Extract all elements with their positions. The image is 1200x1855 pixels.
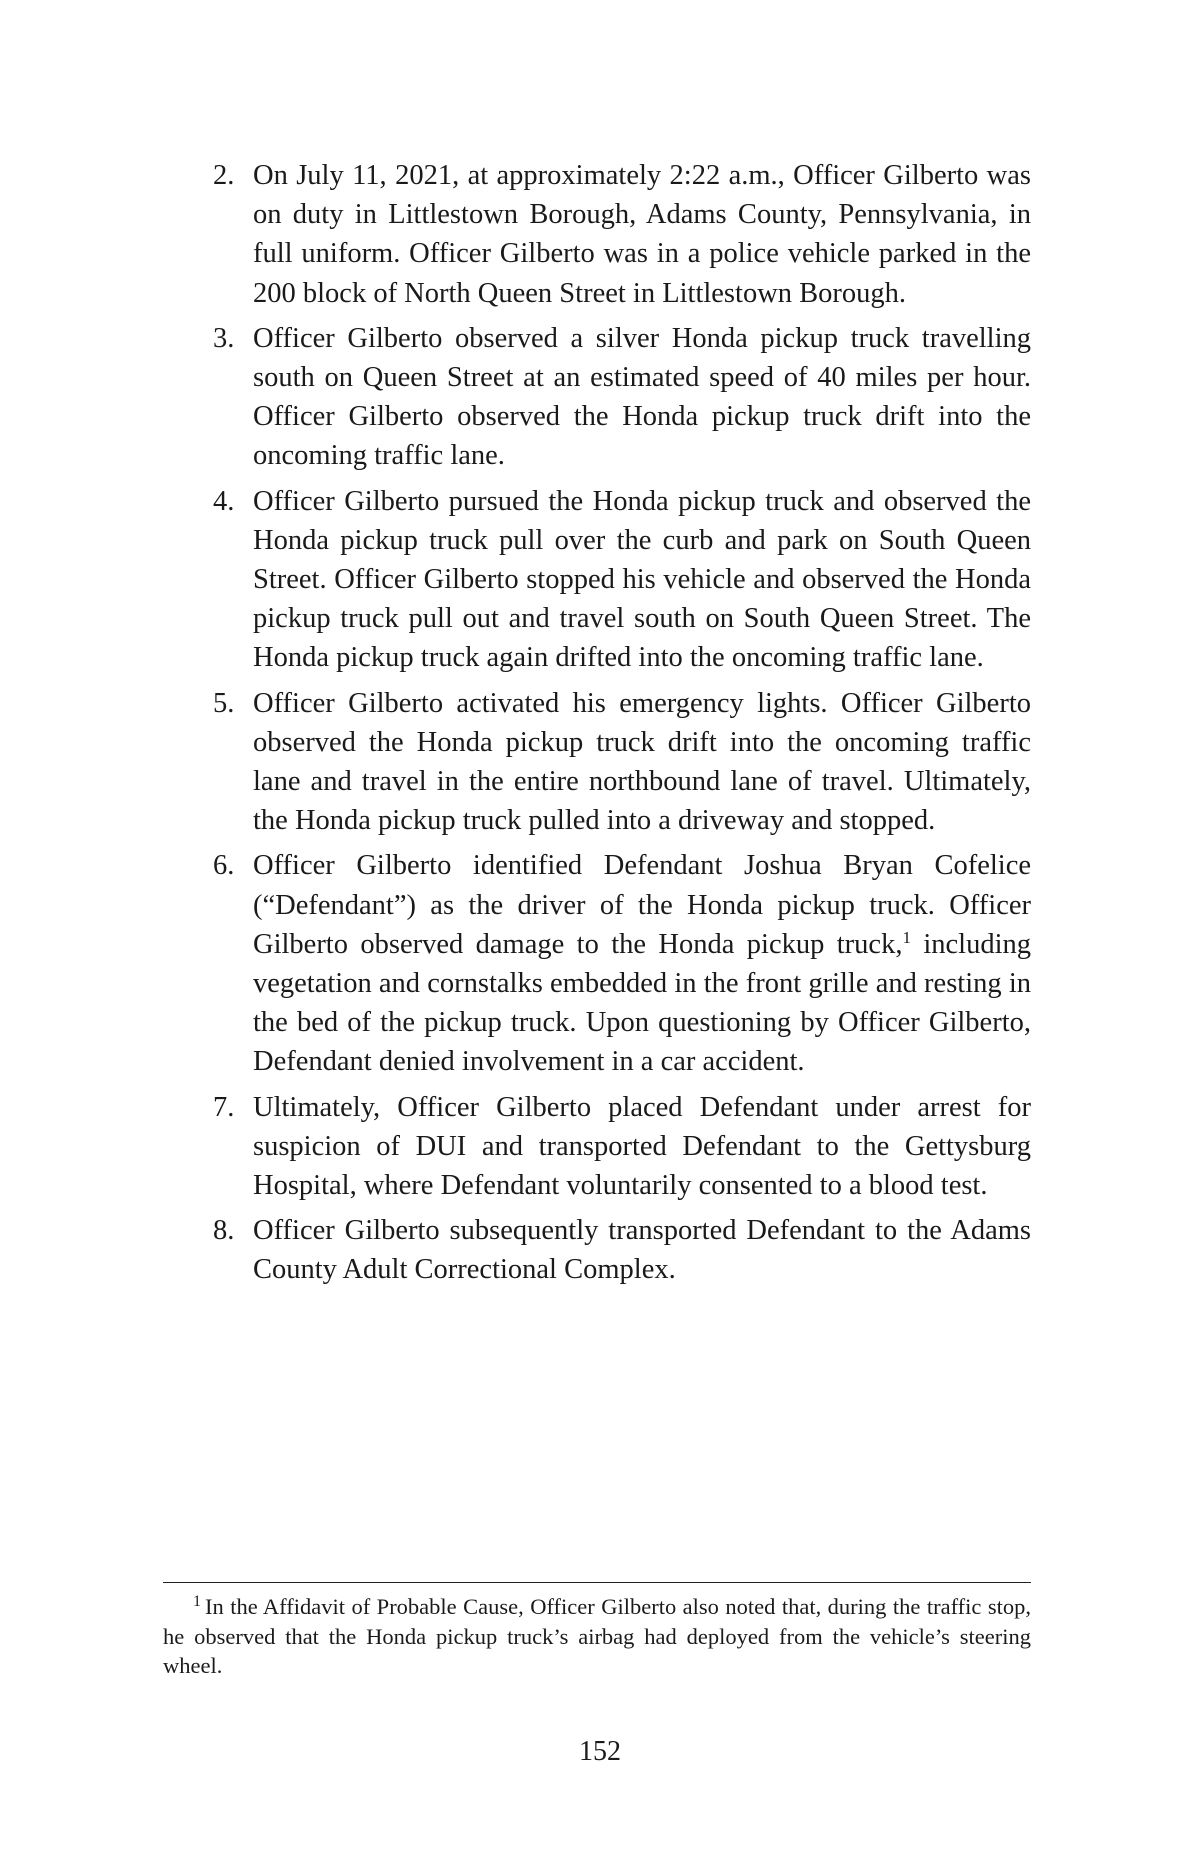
paragraph-6 [213,846,1031,1081]
paragraph-number: 3. [213,322,235,354]
footnote-text: In the Affidavit of Probable Cause, Officer Gilberto also noted that, during the traffic stop, he observed that the Honda pickup truck’s airbag had deployed from the vehicle’s steering wheel. [163,1594,1031,1678]
paragraph-3 [213,319,1031,476]
paragraph-number: 2. [213,160,235,191]
paragraph-2 [213,156,1031,313]
footnote-reference[interactable]: 1 [902,927,911,947]
paragraph-text: Officer Gilberto observed a silver Honda pickup truck travelling south on Queen Street at an estimated speed of 40 miles per hour. Officer Gilberto observed the Honda pickup truck drift into the oncoming traffic lane. [253,322,1031,472]
paragraph-number: 4. [213,485,235,517]
paragraph-text: Ultimately, Officer Gilberto placed Defendant under arrest for suspicion of DUI and transported Defendant to the Gettysburg Hospital, where Defendant voluntarily consented to a blood test. [253,1091,1031,1202]
paragraph-text-before-ref: Officer Gilberto identified Defendant Joshua Bryan Cofelice (“Defendant”) as the driver of the Honda pickup truck. Officer Gilberto observed damage to the Honda pickup truck, [253,850,1031,960]
footnote [163,1592,1031,1681]
page-number: 152 [579,1736,621,1767]
paragraph-number: 6. [213,850,235,882]
footnote-divider [163,1582,1031,1583]
paragraph-8 [213,1211,1031,1289]
footnote-marker: 1 [193,1593,201,1610]
paragraph-text: Officer Gilberto activated his emergency lights. Officer Gilberto observed the Honda pickup truck drift into the oncoming traffic lane and travel in the entire northbound lane of travel. Ultimately, the Honda pickup truck pulled into a driveway and stopped. [253,687,1031,837]
paragraph-number: 7. [213,1091,235,1123]
paragraph-text-after-ref: including vegetation and cornstalks embedded in the front grille and resting in the bed of the pickup truck. Upon questioning by Officer Gilberto, Defendant denied involvement in a car accident. [253,928,1031,1078]
paragraph-text: On July 11, 2021, at approximately 2:22 a.m., Officer Gilberto was on duty in Littlestown Borough, Adams County, Pennsylvania, in full uniform. Officer Gilberto was in a police vehicle parked in the 200 block of North Queen Street in Littlestown Borough. [253,160,1031,309]
paragraph-text: Officer Gilberto pursued the Honda pickup truck and observed the Honda pickup truck pull over the curb and park on South Queen Street. Officer Gilberto stopped his vehicle and observed the Honda pickup truck pull out and travel south on South Queen Street. The Honda pickup truck again drifted into the oncoming traffic lane. [253,485,1031,674]
numbered-paragraph-list [213,156,1031,1296]
paragraph-4 [213,482,1031,678]
paragraph-text: Officer Gilberto subsequently transported Defendant to the Adams County Adult Correctional Complex. [253,1215,1031,1286]
paragraph-number: 8. [213,1215,235,1247]
paragraph-7 [213,1088,1031,1206]
paragraph-5 [213,684,1031,841]
paragraph-number: 5. [213,687,235,719]
